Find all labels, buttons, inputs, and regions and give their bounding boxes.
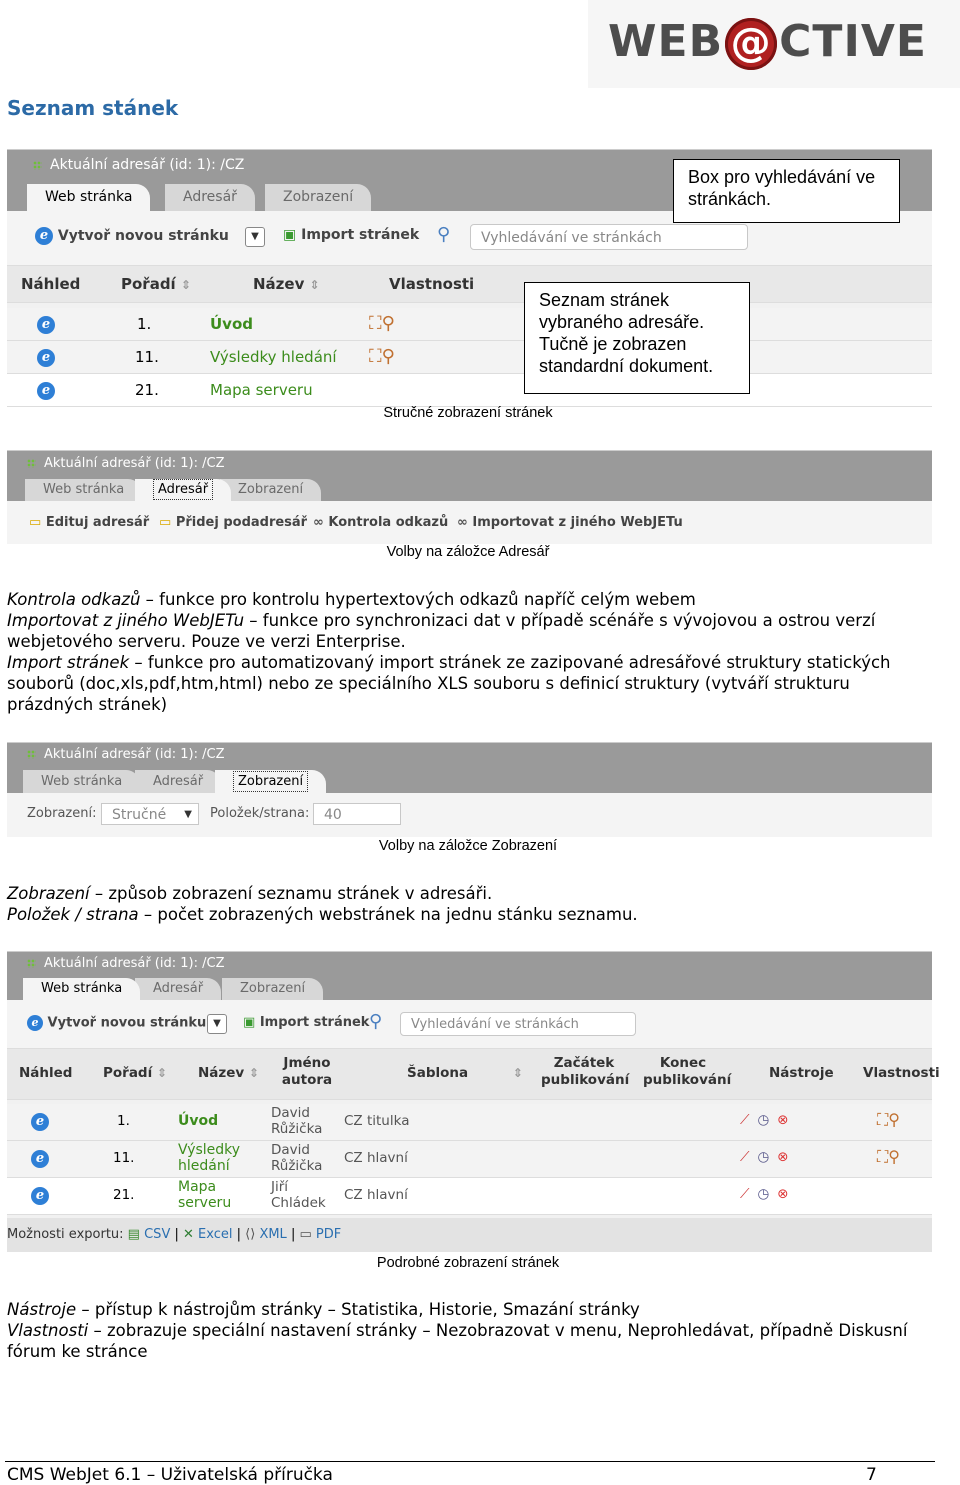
- import-pages-button[interactable]: ▣ Import stránek: [283, 227, 420, 243]
- table-header: [7, 265, 932, 303]
- import-icon: ▣: [283, 227, 297, 243]
- term-import-webjet: Importovat z jiného WebJETu: [7, 611, 245, 630]
- term-check-links: Kontrola odkazů: [7, 590, 141, 609]
- tab-view[interactable]: Zobrazení: [222, 978, 323, 1000]
- view-label: Zobrazení:: [27, 806, 97, 821]
- history-icon: ◷: [757, 1149, 770, 1165]
- webactive-logo: [588, 0, 960, 88]
- table-row[interactable]: [7, 308, 932, 341]
- delete-icon: ⊗: [777, 1149, 789, 1165]
- view-select[interactable]: Stručné ▼: [101, 803, 199, 825]
- ie-page-icon[interactable]: e: [31, 1187, 49, 1205]
- chevron-down-icon: ▼: [207, 1014, 227, 1034]
- table-header: [7, 1048, 940, 1100]
- term-per-page: Položek / strana: [7, 905, 139, 924]
- folder-icon: ▭: [29, 515, 42, 530]
- panel-title-bar: Aktuální adresář (id: 1): /CZ: [7, 451, 932, 477]
- ie-page-icon: e: [35, 227, 53, 245]
- caption-folder-tab: Volby na záložce Adresář: [386, 544, 550, 560]
- row-template: CZ hlavní: [344, 1150, 408, 1166]
- row-title[interactable]: Mapa serveru: [178, 1179, 232, 1211]
- row-author: David Růžička: [271, 1142, 323, 1174]
- grid-icon: [27, 459, 36, 468]
- tab-folder[interactable]: Adresář: [135, 978, 221, 1000]
- sort-icon: ⇕: [309, 278, 320, 292]
- logo-at-icon: @: [725, 18, 777, 70]
- history-icon: ◷: [757, 1112, 770, 1128]
- panel-title-bar: Aktuální adresář (id: 1): /CZ: [7, 952, 932, 976]
- row-author: Jiří Chládek: [271, 1179, 326, 1211]
- sort-icon: ⇕: [248, 1066, 259, 1080]
- properties-icon[interactable]: ⛶⚲: [369, 346, 395, 367]
- caption-brief-list: Stručné zobrazení stránek: [383, 405, 553, 421]
- export-bar: Možnosti exportu: ▤ CSV | ✕ Excel | ⟨⟩ XML | ▭ PDF: [7, 1218, 932, 1252]
- pdf-icon: ▭: [299, 1227, 312, 1242]
- row-order: 1.: [117, 1113, 130, 1129]
- toolbar: [7, 1000, 932, 1048]
- edit-folder-button[interactable]: ▭ Edituj adresář: [29, 515, 150, 530]
- tab-bar: [7, 767, 932, 793]
- delete-icon: ⊗: [777, 1186, 789, 1202]
- new-page-dropdown[interactable]: [207, 1014, 227, 1034]
- row-tools: [740, 1149, 797, 1165]
- import-webjet-button[interactable]: ∞ Importovat z jiného WebJETu: [457, 515, 683, 530]
- new-page-button[interactable]: e Vytvoř novou stránku: [27, 1015, 206, 1031]
- csv-icon: ▤: [127, 1227, 140, 1242]
- col-preview[interactable]: Náhled: [19, 1065, 73, 1081]
- row-template: CZ titulka: [344, 1113, 410, 1129]
- folder-options-description: Kontrola odkazů – funkce pro kontrolu hypertextových odkazů napříč celým webem Importovat z jiného WebJETu – funkce pro synchronizaci dat v případě scénáře s vývojovou a ostrou verzí webjetového serveru. Pouze ve verzi Enterprise. Import stránek – funkce pro automatizovaný import stránek ze zazipované adresářové struktury statických souborů (doc,xls,pdf,htm,html) nebo ze speciálního XLS souboru s definicí struktury (vytváří strukturu prázdných stránek): [7, 590, 891, 714]
- row-title[interactable]: Výsledky hledání: [178, 1142, 241, 1174]
- check-links-button[interactable]: ∞ Kontrola odkazů: [313, 515, 449, 530]
- table-row[interactable]: [7, 1104, 932, 1141]
- caption-detail-list: Podrobné zobrazení stránek: [376, 1255, 560, 1271]
- ie-page-icon: e: [27, 1015, 43, 1031]
- row-order: 1.: [137, 315, 152, 333]
- sort-icon: ⇕: [180, 278, 191, 292]
- sort-icon: ⇕: [512, 1066, 523, 1080]
- ie-page-icon[interactable]: e: [31, 1150, 49, 1168]
- row-title[interactable]: Úvod: [178, 1113, 219, 1129]
- row-tools: [740, 1186, 797, 1202]
- footer-divider: [5, 1461, 935, 1462]
- row-order: 11.: [135, 348, 159, 366]
- row-order: 11.: [113, 1150, 135, 1166]
- chevron-down-icon: ▼: [245, 227, 265, 247]
- export-excel-link[interactable]: ✕ Excel: [183, 1227, 233, 1242]
- term-tools: Nástroje: [7, 1300, 77, 1319]
- screenshot-view-tab: [7, 742, 932, 837]
- tab-view[interactable]: Zobrazení: [215, 770, 326, 793]
- export-label: Možnosti exportu:: [7, 1227, 124, 1242]
- col-order[interactable]: Pořadí ⇕: [103, 1065, 167, 1081]
- tab-view[interactable]: Zobrazení: [220, 479, 321, 501]
- xml-icon: ⟨⟩: [245, 1227, 256, 1242]
- col-publish-start[interactable]: Začátek publikování: [541, 1055, 630, 1088]
- view-options-description: Zobrazení – způsob zobrazení seznamu stránek v adresáři. Položek / strana – počet zobrazených webstránek na jednu stánku seznamu.: [7, 884, 638, 924]
- ie-page-icon[interactable]: e: [31, 1113, 49, 1131]
- logo-text-ctive: CTIVE: [779, 16, 927, 67]
- stats-icon: ⟋: [740, 1186, 750, 1202]
- tab-folder[interactable]: Adresář: [165, 184, 255, 211]
- properties-icon[interactable]: ⛶⚲: [369, 313, 395, 334]
- row-order: 21.: [135, 381, 159, 399]
- row-tools: [740, 1112, 797, 1128]
- screenshot-folder-tab: [7, 450, 932, 544]
- add-subfolder-button[interactable]: ▭ Přidej podadresář: [159, 515, 308, 530]
- panel-title-bar: Aktuální adresář (id: 1): /CZ: [7, 743, 932, 767]
- term-import-pages: Import stránek: [7, 653, 130, 672]
- row-author: David Růžička: [271, 1105, 323, 1137]
- export-xml-link[interactable]: ⟨⟩ XML: [245, 1227, 287, 1242]
- ie-page-icon[interactable]: e: [37, 382, 55, 400]
- search-icon[interactable]: ⚲: [369, 1011, 383, 1032]
- current-folder-title: Aktuální adresář (id: 1): /CZ: [50, 157, 245, 173]
- logo-text-web: WEB: [608, 16, 724, 67]
- col-publish-end[interactable]: Konec publikování: [643, 1055, 732, 1088]
- tab-bar: [7, 976, 932, 1000]
- excel-icon: ✕: [183, 1227, 194, 1242]
- row-template: CZ hlavní: [344, 1187, 408, 1203]
- ie-page-icon[interactable]: e: [37, 316, 55, 334]
- ie-page-icon[interactable]: e: [37, 349, 55, 367]
- table-row[interactable]: [7, 1141, 932, 1178]
- folder-actions: [7, 501, 932, 544]
- callout-search-box: Box pro vyhledávání ve stránkách.: [673, 159, 900, 223]
- tab-web-page[interactable]: Web stránka: [23, 770, 140, 793]
- row-title[interactable]: Výsledky hledání: [210, 348, 337, 366]
- link-icon: ∞: [457, 515, 468, 530]
- col-properties[interactable]: Vlastnosti: [389, 275, 475, 293]
- page-number: 7: [866, 1465, 877, 1485]
- link-icon: ∞: [313, 515, 324, 530]
- per-page-input[interactable]: 40: [313, 803, 401, 825]
- row-title[interactable]: Úvod: [210, 315, 254, 333]
- per-page-label: Položek/strana:: [210, 806, 310, 821]
- tab-folder[interactable]: Adresář: [135, 479, 231, 501]
- search-input[interactable]: Vyhledávání ve stránkách: [470, 224, 748, 250]
- new-page-dropdown[interactable]: [245, 227, 265, 247]
- table-row[interactable]: [7, 374, 932, 407]
- col-preview[interactable]: Náhled: [21, 275, 81, 293]
- col-name[interactable]: Název ⇕: [253, 275, 320, 293]
- export-pdf-link[interactable]: ▭ PDF: [299, 1227, 342, 1242]
- grid-icon: [27, 959, 36, 968]
- import-pages-button[interactable]: ▣ Import stránek: [243, 1015, 370, 1030]
- row-order: 21.: [113, 1187, 135, 1203]
- row-title[interactable]: Mapa serveru: [210, 381, 313, 399]
- chevron-down-icon: ▼: [184, 809, 192, 820]
- page-heading: Seznam stánek: [7, 96, 179, 120]
- caption-view-tab: Volby na záložce Zobrazení: [378, 838, 558, 854]
- tools-description: Nástroje – přístup k nástrojům stránky – Statistika, Historie, Smazání stránky Vlastnosti – zobrazuje speciální nastavení stránky – Nezobrazovat v menu, Neprohledávat, případně Diskusní fórum ke stránce: [7, 1300, 908, 1361]
- tab-web-page[interactable]: Web stránka: [27, 184, 150, 211]
- term-properties: Vlastnosti: [7, 1321, 89, 1340]
- col-template[interactable]: Šablona ⇕: [407, 1065, 523, 1081]
- footer-title: CMS WebJet 6.1 – Uživatelská příručka: [7, 1465, 333, 1485]
- table-row[interactable]: [7, 341, 932, 374]
- sort-icon: ⇕: [156, 1066, 167, 1080]
- tab-view[interactable]: Zobrazení: [265, 184, 371, 211]
- export-csv-link[interactable]: ▤ CSV: [127, 1227, 171, 1242]
- tab-bar: [7, 477, 932, 501]
- col-name[interactable]: Název ⇕: [198, 1065, 259, 1081]
- properties-icon[interactable]: ⛶⚲: [877, 1147, 900, 1166]
- col-properties[interactable]: Vlastnosti: [863, 1065, 940, 1081]
- new-page-button[interactable]: e Vytvoř novou stránku: [35, 227, 229, 245]
- folder-icon: ▭: [159, 515, 172, 530]
- table-row[interactable]: [7, 1178, 932, 1215]
- import-icon: ▣: [243, 1015, 256, 1030]
- view-options: [7, 793, 932, 837]
- col-author[interactable]: Jméno autora: [281, 1055, 333, 1088]
- stats-icon: ⟋: [740, 1112, 750, 1128]
- tab-folder[interactable]: Adresář: [135, 770, 221, 793]
- tab-web-page[interactable]: Web stránka: [23, 978, 140, 1000]
- delete-icon: ⊗: [777, 1112, 789, 1128]
- term-view: Zobrazení: [7, 884, 90, 903]
- search-icon[interactable]: ⚲: [437, 224, 451, 245]
- col-order[interactable]: Pořadí ⇕: [121, 275, 191, 293]
- callout-page-list: Seznam stránek vybraného adresáře. Tučně je zobrazen standardní dokument.: [524, 282, 750, 394]
- search-input[interactable]: Vyhledávání ve stránkách: [400, 1012, 636, 1036]
- tab-web-page[interactable]: Web stránka: [25, 479, 142, 501]
- grid-icon: [33, 161, 42, 170]
- history-icon: ◷: [757, 1186, 770, 1202]
- stats-icon: ⟋: [740, 1149, 750, 1165]
- screenshot-detail-list: [7, 951, 940, 1252]
- grid-icon: [27, 750, 36, 759]
- properties-icon[interactable]: ⛶⚲: [877, 1110, 900, 1129]
- col-tools[interactable]: Nástroje: [769, 1065, 834, 1081]
